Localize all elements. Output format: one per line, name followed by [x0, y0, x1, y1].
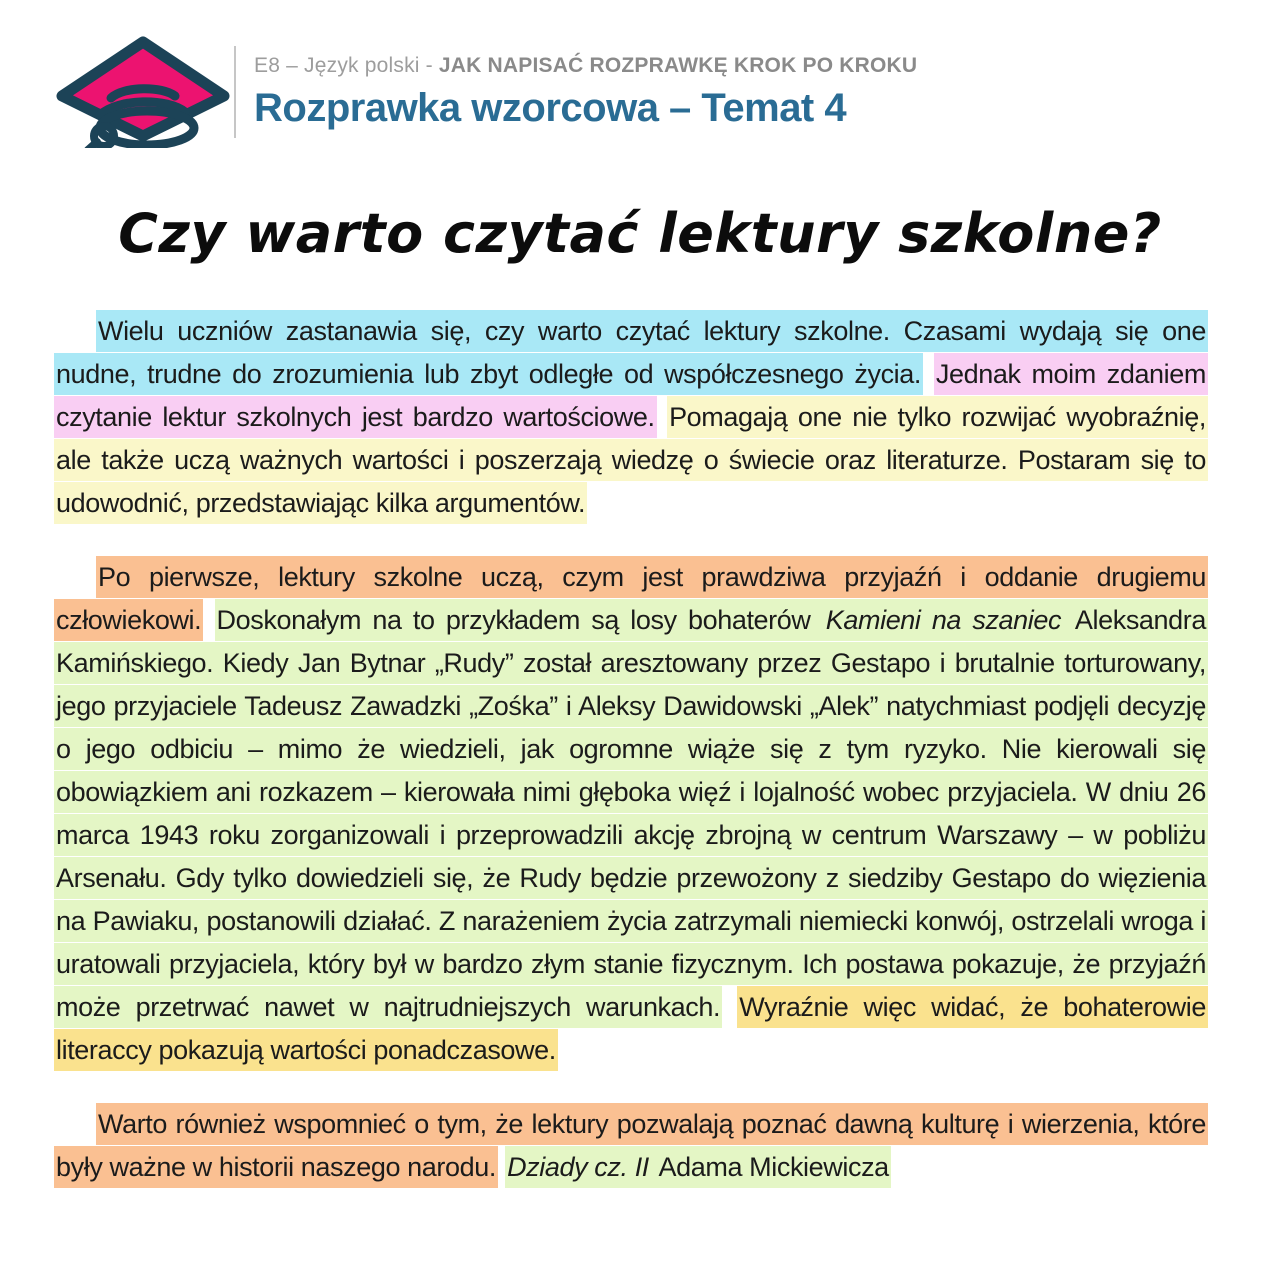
header-divider — [234, 46, 236, 138]
page-header — [0, 0, 1280, 148]
plain-text — [722, 992, 737, 1022]
essay-paragraph-argument-2 — [54, 1103, 1208, 1189]
highlight-orange: Po pierwsze, lektury szkolne uczą, czym jest prawdziwa przyjaźń i oddanie drugiemu człowiekowi. — [54, 556, 1208, 641]
brand-logo — [54, 36, 232, 148]
highlight-pink: Jednak moim zdaniem czytanie lektur szkolnych jest bardzo wartościowe. — [54, 353, 1208, 438]
plain-text — [498, 1152, 505, 1182]
highlight-cyan: Wielu uczniów zastanawia się, czy warto czytać lektury szkolne. Czasami wydają się one nudne, trudne do zrozumienia lub zbyt odległe od współczesnego życia. — [54, 310, 1208, 395]
plain-text — [657, 402, 667, 432]
highlight-gold: Wyraźnie więc widać, że bohaterowie literaccy pokazują wartości ponadczasowe. — [54, 986, 1208, 1071]
highlight-green: Kamieni na szaniec — [824, 599, 1063, 641]
plain-text — [203, 605, 214, 635]
plain-text — [923, 359, 934, 389]
breadcrumb — [254, 53, 917, 78]
course-label: E8 – Język polski - — [254, 54, 439, 78]
highlight-green: Doskonałym na to przykładem są losy bohaterów — [215, 599, 824, 641]
essay-paragraph-introduction — [54, 310, 1208, 525]
document-title: Rozprawka wzorcowa – Temat 4 — [254, 85, 847, 130]
essay-body — [54, 310, 1208, 1234]
essay-paragraph-argument-1 — [54, 556, 1208, 1072]
highlight-green: Aleksandra Kamińskiego. Kiedy Jan Bytnar „Rudy” został aresztowany przez Gestapo i brutalnie torturowany, jego przyjaciele Tadeusz Zawadzki „Zośka” i Aleksy Dawidowski „Alek” natychmiast podjęli decyzję o jego odbiciu – mimo że wiedzieli, jak ogromne wiąże się z tym ryzyko. Nie kierowali się obowiązkiem ani rozkazem – kierowała nimi głęboka więź i lojalność wobec przyjaciela. W dniu 26 marca 1943 roku zorganizowali i przeprowadzili akcję zbrojną w centrum Warszawy – w pobliżu Arsenału. Gdy tylko dowiedzieli się, że Rudy będzie przewożony z siedziby Gestapo do więzienia na Pawiaku, postanowili działać. Z narażeniem życia zatrzymali niemiecki konwój, ostrzelali wroga i uratowali przyjaciela, który był w bardzo złym stanie fizycznym. Ich postawa pokazuje, że przyjaźń może przetrwać nawet w najtrudniejszych warunkach. — [54, 599, 1208, 1028]
header-text — [254, 53, 917, 130]
essay-topic-title: Czy warto czytać lektury szkolne? — [118, 202, 1162, 265]
highlight-orange: Warto również wspomnieć o tym, że lektury pozwalają poznać dawną kulturę i wierzenia, które były ważne w historii naszego narodu. — [54, 1103, 1208, 1188]
highlight-yellow: Pomagają one nie tylko rozwijać wyobraźnię, ale także uczą ważnych wartości i poszerzają wiedzę o świecie oraz literaturze. Postaram się to udowodnić, przedstawiając kilka argumentów. — [54, 396, 1208, 524]
graduation-cap-icon — [54, 36, 232, 148]
series-label: JAK NAPISAĆ ROZPRAWKĘ KROK PO KROKU — [438, 54, 918, 78]
highlight-green: Dziady cz. II — [505, 1146, 651, 1188]
highlight-green: Adama Mickiewicza — [651, 1146, 891, 1188]
